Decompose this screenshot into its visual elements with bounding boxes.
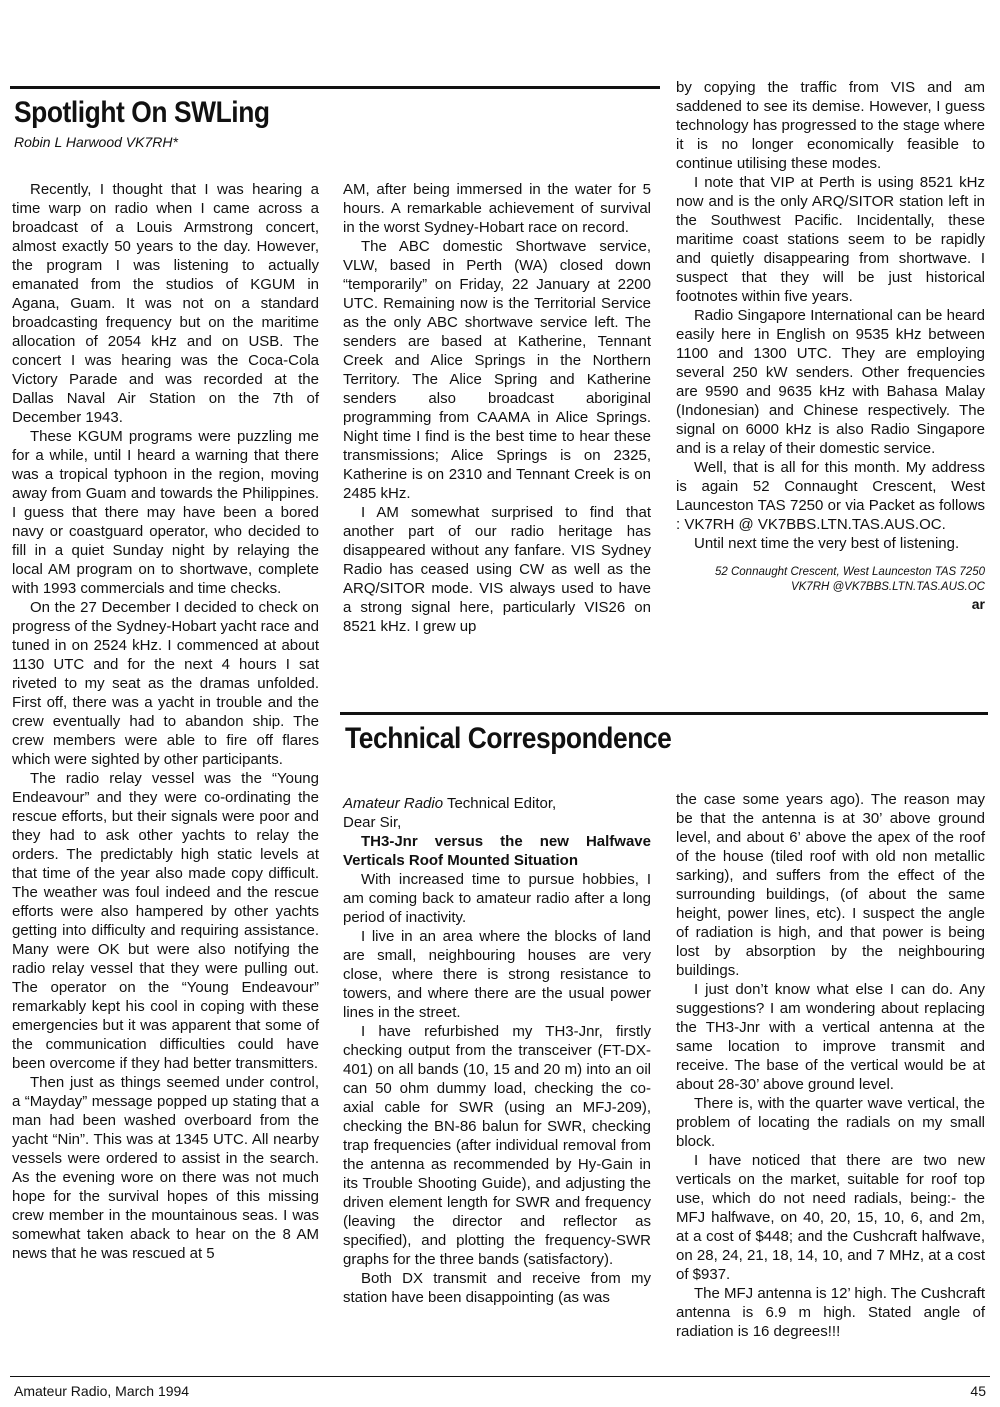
footer-page-number: 45	[970, 1383, 986, 1399]
paragraph: the case some years ago). The reason may be that the antenna is at 30’ above ground level, and about 6’ above the apex of the roof of the house (tiled roof with old non metallic sarking), and suffers from the effect of the surrounding buildings, (of about the same height, power lines, etc). I suspect the angle of radiation is high, and that power is being lost by absorption by the neighbouring buildings.	[676, 791, 985, 979]
letter-subheading: TH3-Jnr versus the new Halfwave Verticals Roof Mounted Situation	[343, 833, 651, 869]
paragraph: I live in an area where the blocks of land are small, neighbouring houses are very close, where there is strong resistance to towers, and where there are the usual power lines in the street.	[343, 928, 651, 1021]
paragraph: These KGUM programs were puzzling me for a while, until I heard a warning that there was a tropical typhoon in the region, moving away from Guam and towards the Philippines. I guess that there may have been a bored navy or coastguard operator, who decided to fill in a quiet Sunday night by relaying the local AM program on to shortwave, complete with 1993 commercials and time checks.	[12, 428, 319, 597]
paragraph: I AM somewhat surprised to find that another part of our radio heritage has disappeared without any fanfare. VIS Sydney Radio has ceased using CW as well as the ARQ/SITOR mode. VIS always used to have a strong signal here, particularly VIS26 on 8521 kHz. I grew up	[343, 504, 651, 635]
editor-publication: Amateur Radio	[343, 795, 444, 812]
author-address	[676, 565, 985, 595]
paragraph: The radio relay vessel was the “Young Endeavour” and they were co-ordinating the rescue efforts, but their signals were poor and they had to ask other yachts to relay the orders. The predictably high static levels at that time of the year also made copy difficult. The weather was foul indeed and the rescue efforts were also hampered by other yachts getting into difficulty and requiring assistance. Many were OK but were also notifying the radio relay vessel that they were pulling out. The operator on the “Young Endeavour” remarkably kept his cool in coping with these emergencies but it was apparent that some of the communication difficulties could have been overcome if they had better transmitters.	[12, 770, 319, 1072]
paragraph: With increased time to pursue hobbies, I am coming back to amateur radio after a long period of inactivity.	[343, 871, 651, 926]
spotlight-byline: Robin L Harwood VK7RH*	[14, 134, 178, 150]
technical-top-rule	[340, 712, 988, 715]
paragraph: by copying the traffic from VIS and am saddened to see its demise. However, I guess technology has progressed to the stage where it is no longer economically feasible to continue utilising these modes.	[676, 79, 985, 172]
paragraph: Both DX transmit and receive from my station have been disappointing (as was	[343, 1270, 651, 1306]
paragraph: The ABC domestic Shortwave service, VLW, based in Perth (WA) closed down “temporarily” on Friday, 22 January at 2200 UTC. Remaining now is the Territorial Service as the only ABC shortwave service left. The senders are based at Katherine, Tennant Creek and Alice Springs in the Northern Territory. The Alice Spring and Katherine senders also broadcast aboriginal programming from CAAMA in Alice Springs. Night time I find is the best time to hear these transmissions; Alice Springs is on 2325, Katherine is on 2310 and Tennant Creek is on 2485 kHz.	[343, 238, 651, 502]
paragraph: Until next time the very best of listening.	[694, 535, 960, 552]
paragraph: There is, with the quarter wave vertical, the problem of locating the radials on my small block.	[676, 1095, 985, 1150]
paragraph: Radio Singapore International can be heard easily here in English on 9535 kHz between 1100 and 1300 UTC. They are employing several 250 kW senders. Other frequencies are 9590 and 9635 kHz with Bahasa Malay (Indonesian) and Chinese respectively. The signal on 6000 kHz is also Radio Singapore and is a relay of their domestic service.	[676, 307, 985, 457]
paragraph: Well, that is all for this month. My address is again 52 Connaught Crescent, West Launceston TAS 7250 or via Packet as follows : VK7RH @ VK7BBS.LTN.TAS.AUS.OC.	[676, 459, 985, 533]
technical-column-3	[676, 790, 985, 1341]
technical-column-2	[343, 794, 651, 1307]
paragraph: Then just as things seemed under control, a “Mayday” message popped up stating that a man had been washed overboard from the yacht “Nin”. This was at 1345 UTC. All nearby vessels were ordered to assist in the search. As the evening wore on there was not much hope for the survival hopes of this missing crew member in the mountainous seas. I was somewhat taken aback to hear on the 8 AM news that he was rescued at 5	[12, 1074, 319, 1262]
technical-title: Technical Correspondence	[345, 722, 672, 755]
spotlight-column-2	[343, 180, 651, 636]
address-line-2: VK7RH @VK7BBS.LTN.TAS.AUS.OC	[790, 581, 985, 593]
spotlight-top-rule	[10, 86, 660, 89]
address-line-1: 52 Connaught Crescent, West Launceston TAS 7250	[715, 566, 985, 578]
footer-rule	[10, 1376, 990, 1377]
paragraph: On the 27 December I decided to check on progress of the Sydney-Hobart yacht race and tuned in on 2524 kHz. I commenced at about 1130 UTC and for the next 4 hours I sat riveted to my seat as the dramas unfolded. First off, there was a yacht in trouble and the crew eventually had to abandon ship. The crew members were able to fire off flares which were sighted by other participants.	[12, 599, 319, 768]
paragraph: The MFJ antenna is 12’ high. The Cushcraft antenna is 6.9 m high. Stated angle of radiation is 16 degrees!!!	[676, 1285, 985, 1340]
salutation: Dear Sir,	[343, 814, 402, 831]
paragraph: I just don’t know what else I can do. Any suggestions? I am wondering about replacing the TH3-Jnr with a vertical antenna at the same location to improve transmit and receive. The base of the vertical would be at about 28-30’ above ground level.	[676, 981, 985, 1093]
paragraph: Recently, I thought that I was hearing a time warp on radio when I came across a broadcast of a Louis Armstrong concert, almost exactly 50 years to the day. However, the program I was listening to actually emanated from the studios of KGUM in Agana, Guam. It was not on a standard broadcasting frequency but on the maritime allocation of 2054 kHz and on USB. The concert I was hearing was the Coca-Cola Victory Parade and was recorded at the Dallas Naval Air Station on the 7th of December 1943.	[12, 181, 319, 426]
spotlight-column-1	[12, 180, 319, 1263]
paragraph: I have refurbished my TH3-Jnr, firstly checking output from the transceiver (FT-DX-401) on all bands (10, 15 and 20 m) into an oil can 50 ohm dummy load, checking the co-axial cable for SWR (using an MFJ-209), checking the BN-86 balun for SWR, checking trap frequencies (after individual removal from the antenna as recommended by Hy-Gain in its Trouble Shooting Guide), and adjusting the driven element length for SWR and frequency (leaving the director and reflector as specified), and plotting the frequency-SWR graphs for the three bands (satisfactory).	[343, 1023, 651, 1268]
spotlight-title: Spotlight On SWLing	[14, 96, 270, 129]
editor-title: Technical Editor,	[443, 795, 557, 812]
paragraph: I note that VIP at Perth is using 8521 kHz now and is the only ARQ/SITOR station left in the Southwest Pacific. Incidentally, these maritime coast stations seem to be rapidly and quietly disappearing from shortwave. I suspect that they will be just historical footnotes within five years.	[676, 174, 985, 305]
spotlight-column-3	[676, 78, 985, 614]
paragraph: AM, after being immersed in the water for 5 hours. A remarkable achievement of survival in the worst Sydney-Hobart race on record.	[343, 181, 651, 236]
paragraph: I have noticed that there are two new verticals on the market, suitable for roof top use, which do not need radials, being:- the MFJ halfwave, on 40, 20, 15, 10, 6, and 2m, at a cost of $448; and the Cushcraft halfwave, on 28, 24, 21, 18, 14, 10, and 7 MHz, at a cost of $937.	[676, 1152, 985, 1283]
footer-publication: Amateur Radio, March 1994	[14, 1383, 190, 1399]
end-mark: ar	[971, 596, 985, 612]
editor-line	[343, 794, 651, 813]
